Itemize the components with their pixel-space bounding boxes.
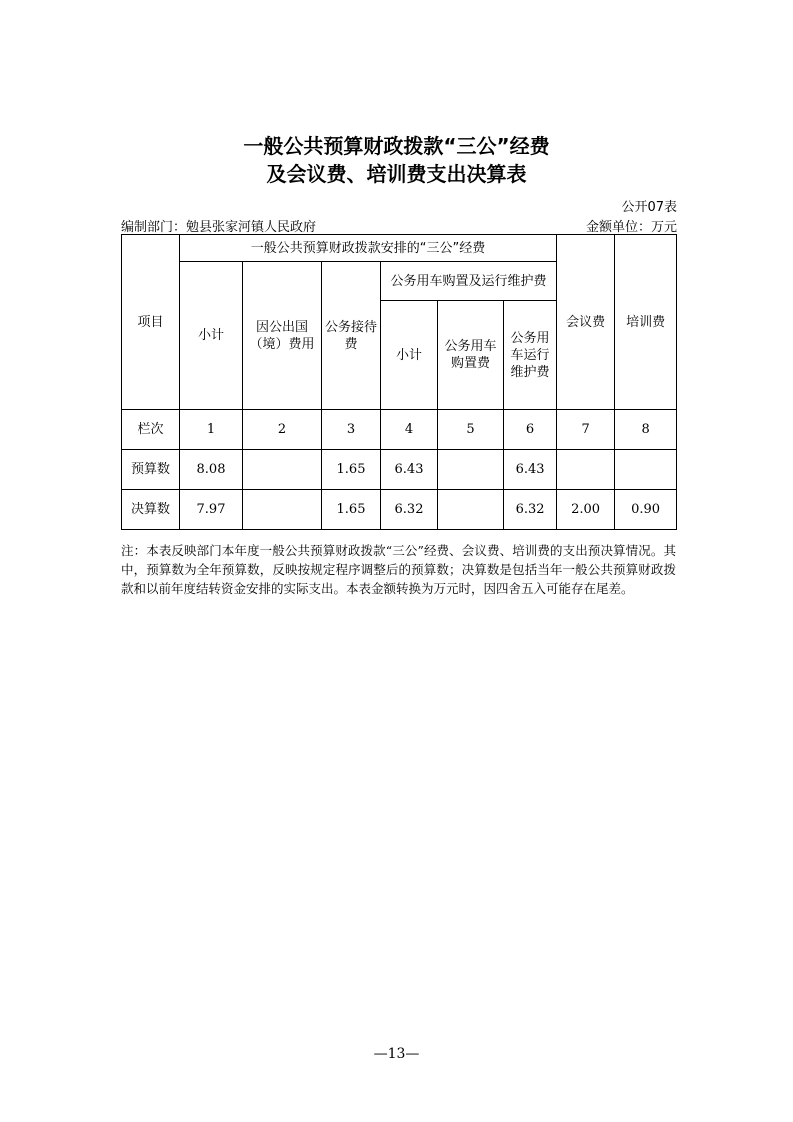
- header-vehicle-group: 公务用车购置及运行维护费: [381, 262, 557, 301]
- footnote: 注：本表反映部门本年度一般公共预算财政拨款“三公”经费、会议费、培训费的支出预决算情况。其中，预算数为全年预算数，反映按规定程序调整后的预算数；决算数是包括当年一般公共预算财政拨款和以前年度结转资金安排的实际支出。本表金额转换为万元时，因四舍五入可能存在尾差。: [121, 543, 676, 596]
- table-cell: 2.00: [557, 490, 615, 530]
- table-cell: 6.32: [504, 490, 557, 530]
- header-reception-fee: 公务接待费: [322, 262, 381, 410]
- compiling-unit: 编制部门：勉县张家河镇人民政府: [121, 220, 317, 235]
- table-cell: [438, 450, 504, 490]
- expenditure-table: [121, 234, 677, 530]
- header-vehicle-subtotal: 小计: [381, 301, 438, 410]
- table-cell: 5: [438, 410, 504, 450]
- page-number: —13—: [373, 1046, 420, 1062]
- table-cell: 8.08: [180, 450, 243, 490]
- table-row: [122, 410, 677, 450]
- table-code: 公开07表: [621, 200, 677, 215]
- table-cell: 7.97: [180, 490, 243, 530]
- table-row: [122, 490, 677, 530]
- table-cell: 7: [557, 410, 615, 450]
- table-cell: [615, 450, 677, 490]
- header-subtotal: 小计: [180, 262, 243, 410]
- header-item: 项目: [122, 235, 180, 410]
- row-label: 预算数: [122, 450, 180, 490]
- row-label: 栏次: [122, 410, 180, 450]
- table-cell: [557, 450, 615, 490]
- table-cell: 1: [180, 410, 243, 450]
- table-cell: [243, 450, 322, 490]
- header-training-fee: 培训费: [615, 235, 677, 410]
- header-meeting-fee: 会议费: [557, 235, 615, 410]
- table-cell: 2: [243, 410, 322, 450]
- header-three-public-group: 一般公共预算财政拨款安排的“三公”经费: [180, 235, 557, 262]
- table-cell: 6.43: [504, 450, 557, 490]
- header-abroad-fee: 因公出国（境）费用: [243, 262, 322, 410]
- row-label: 决算数: [122, 490, 180, 530]
- table-cell: 8: [615, 410, 677, 450]
- table-cell: 6.43: [381, 450, 438, 490]
- report-title-line1: 一般公共预算财政拨款“三公”经费: [243, 134, 550, 158]
- table-cell: 0.90: [615, 490, 677, 530]
- table-cell: 6: [504, 410, 557, 450]
- table-cell: 4: [381, 410, 438, 450]
- header-vehicle-operation: 公务用车运行维护费: [504, 301, 557, 410]
- table-cell: [243, 490, 322, 530]
- report-title-line2: 及会议费、培训费支出决算表: [266, 162, 527, 186]
- table-cell: [438, 490, 504, 530]
- header-vehicle-purchase: 公务用车购置费: [438, 301, 504, 410]
- table-cell: 1.65: [322, 490, 381, 530]
- table-cell: 3: [322, 410, 381, 450]
- table-cell: 6.32: [381, 490, 438, 530]
- table-row: [122, 450, 677, 490]
- amount-unit: 金额单位：万元: [585, 220, 677, 235]
- table-cell: 1.65: [322, 450, 381, 490]
